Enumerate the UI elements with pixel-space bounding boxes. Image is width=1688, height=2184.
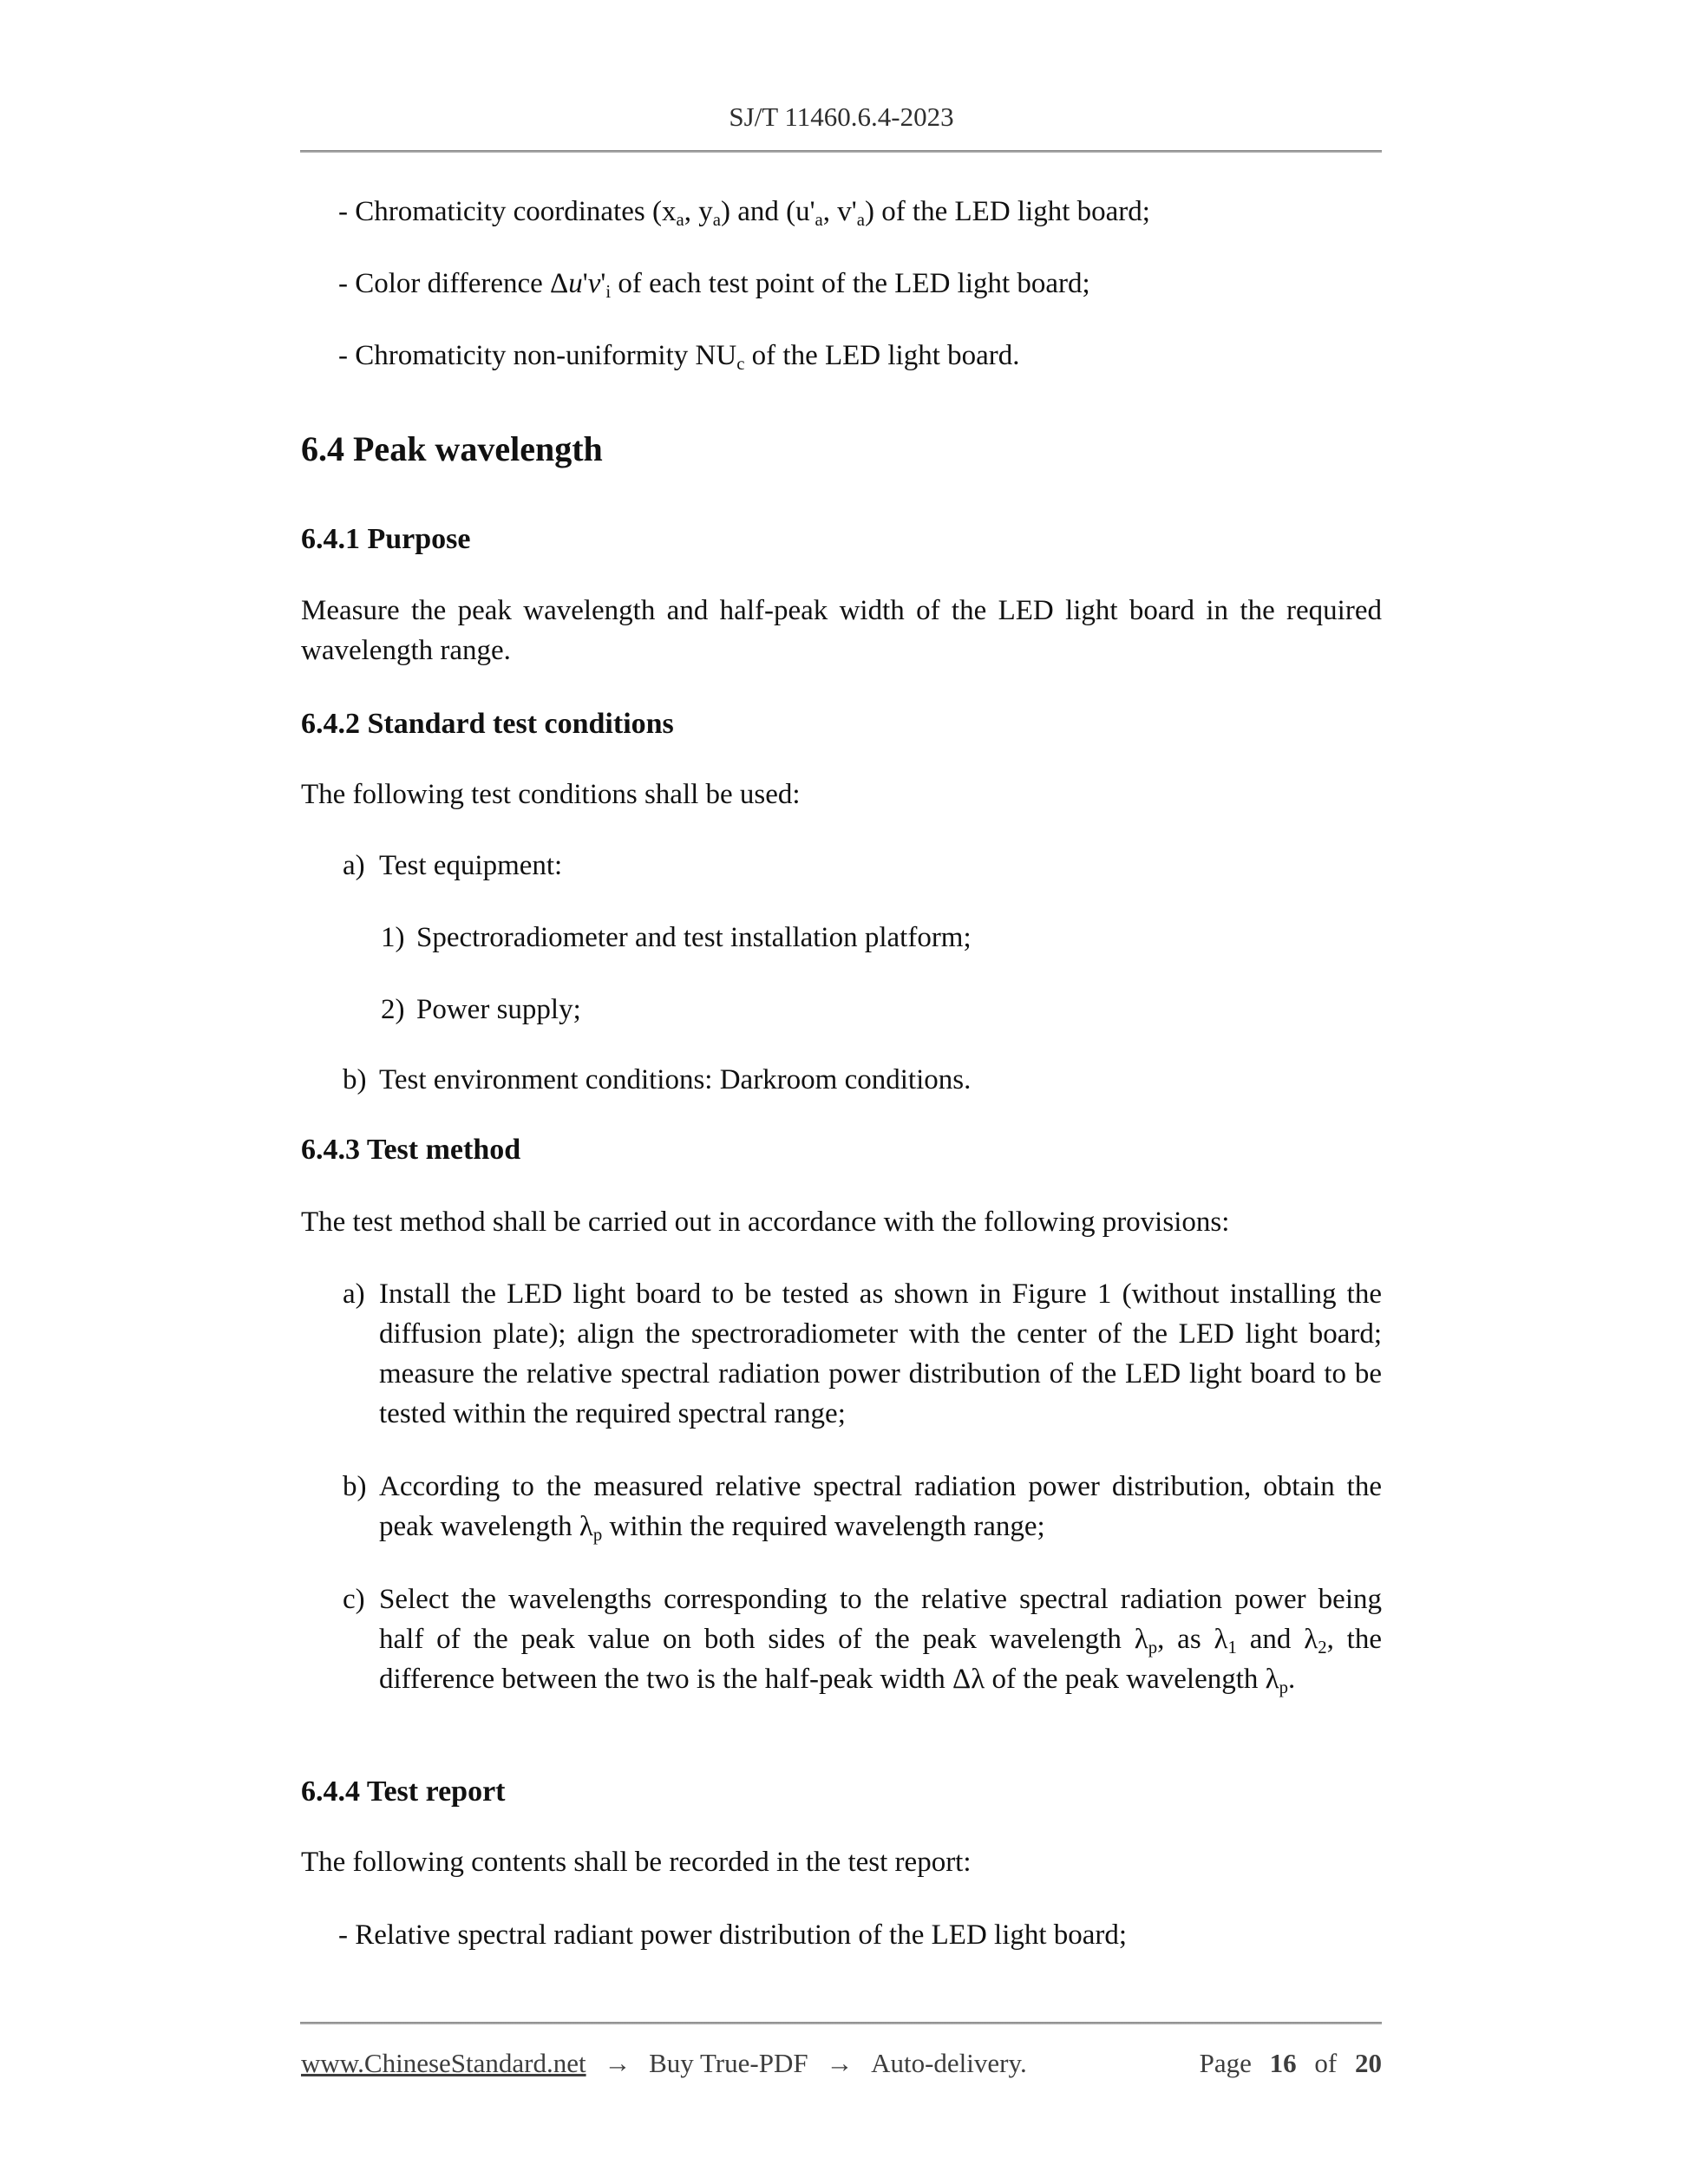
list-marker: a) bbox=[343, 850, 365, 881]
footer-buy-text: Buy True-PDF bbox=[649, 2048, 808, 2078]
report-bullet-item: - Color difference $\Delta u'v'_i$ of each test point of the LED light board; bbox=[338, 268, 1090, 302]
list-item-spectroradiometer bbox=[301, 918, 1382, 958]
purpose-paragraph: Measure the peak wavelength and half-peak width of the LED light board in the required wavelength range. bbox=[301, 595, 1382, 666]
subsection-heading-purpose: 6.4.1 Purpose bbox=[301, 523, 471, 555]
report-intro: The following contents shall be recorded in the test report: bbox=[301, 1847, 972, 1878]
footer-delivery-text: Auto-delivery. bbox=[871, 2048, 1027, 2078]
list-item-test-environment bbox=[301, 1060, 1382, 1100]
arrow-icon: → bbox=[826, 2048, 854, 2078]
list-item-test-equipment bbox=[301, 846, 1382, 886]
footer-page-number: 16 bbox=[1269, 2048, 1297, 2078]
method-step-a bbox=[301, 1274, 1382, 1434]
report-bullet-item: - Chromaticity coordinates ($x_a$, $y_a$) and ($u'_a$, $v'_a$) of the LED light board; bbox=[338, 196, 1150, 230]
list-item-text: Test equipment: bbox=[379, 850, 563, 881]
list-marker: 1) bbox=[381, 922, 405, 953]
list-marker: c) bbox=[343, 1584, 365, 1615]
section-heading-peak-wavelength: 6.4 Peak wavelength bbox=[301, 429, 603, 468]
subsection-heading-test-report: 6.4.4 Test report bbox=[301, 1775, 506, 1808]
list-item-text: Power supply; bbox=[416, 994, 581, 1025]
arrow-icon: → bbox=[604, 2048, 631, 2078]
list-item-text: Test environment conditions: Darkroom conditions. bbox=[379, 1064, 972, 1095]
footer-left bbox=[301, 2045, 1027, 2082]
page-header-standard-number: SJ/T 11460.6.4-2023 bbox=[729, 101, 954, 132]
footer-website-link[interactable]: www.ChineseStandard.net bbox=[301, 2048, 586, 2078]
method-step-text: Install the LED light board to be tested as shown in Figure 1 (without installing the diffusion plate); align the spectroradiometer with the center of the LED light board; measure the relative spectral radiation power distribution of the LED light board to be tested within the required spectral range; bbox=[379, 1278, 1382, 1429]
list-item-power-supply bbox=[301, 990, 1382, 1030]
footer-page-total: 20 bbox=[1355, 2048, 1382, 2078]
footer-page-label: Page bbox=[1199, 2048, 1252, 2078]
footer-divider bbox=[300, 2022, 1382, 2024]
subsection-heading-test-method: 6.4.3 Test method bbox=[301, 1134, 521, 1166]
method-step-c bbox=[301, 1579, 1382, 1699]
conditions-intro: The following test conditions shall be used: bbox=[301, 779, 801, 810]
list-marker: b) bbox=[343, 1064, 367, 1095]
page-body bbox=[301, 0, 1382, 2184]
footer-page-indicator bbox=[1200, 2045, 1382, 2082]
method-intro: The test method shall be carried out in accordance with the following provisions: bbox=[301, 1206, 1230, 1238]
page-footer bbox=[301, 2045, 1382, 2082]
method-step-text: Select the wavelengths corresponding to the relative spectral radiation power being half of the peak value on both sides of the peak wavelength $\lambda_p$, as $\lambda_1$ and $\lambda_2$, the difference between the two is the half-peak width Δλ of the peak wavelength $\lambda_p$. bbox=[379, 1584, 1382, 1697]
method-step-text: According to the measured relative spectral radiation power distribution, obtain the peak wavelength $\lambda_p$ within the required wavelength range; bbox=[379, 1471, 1382, 1545]
list-item-text: Spectroradiometer and test installation platform; bbox=[416, 922, 972, 953]
list-marker: 2) bbox=[381, 994, 405, 1025]
method-step-b bbox=[301, 1467, 1382, 1546]
list-marker: b) bbox=[343, 1471, 367, 1502]
list-marker: a) bbox=[343, 1278, 365, 1310]
footer-of-label: of bbox=[1314, 2048, 1338, 2078]
report-bullet-item: - Relative spectral radiant power distribution of the LED light board; bbox=[338, 1919, 1128, 1951]
report-bullet-item: - Chromaticity non-uniformity $NU_c$ of the LED light board. bbox=[338, 340, 1020, 374]
subsection-heading-standard-test-conditions: 6.4.2 Standard test conditions bbox=[301, 708, 674, 740]
